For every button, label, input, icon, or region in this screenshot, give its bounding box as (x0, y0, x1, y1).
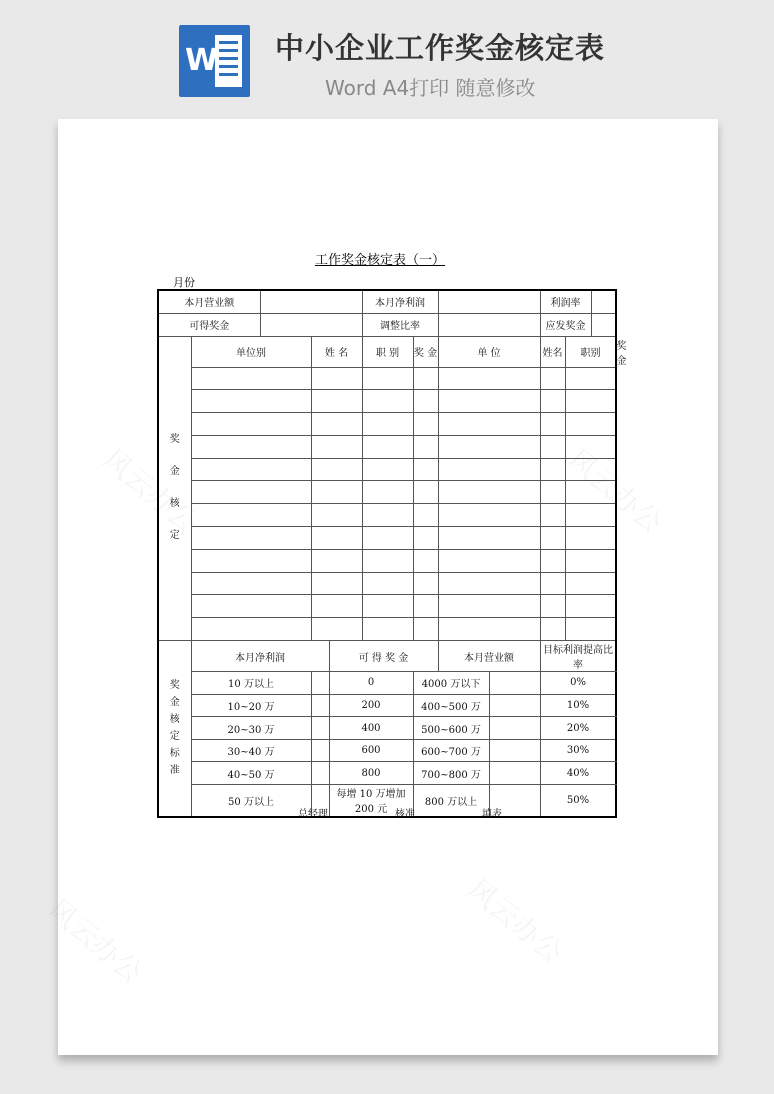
section-char: 奖 (169, 434, 180, 446)
bonus-entry-cell (565, 390, 616, 413)
blank-cell (489, 762, 540, 785)
standard-header: 本月净利润 (191, 641, 329, 672)
bonus-entry-cell (362, 618, 413, 641)
section-char: 金 (169, 697, 180, 709)
bonus-entry-cell (438, 458, 540, 481)
signature-general-manager: 总经理 (298, 809, 328, 820)
bonus-entry-cell (565, 481, 616, 504)
bonus-entry-cell (191, 390, 311, 413)
bonus-entry-cell (191, 549, 311, 572)
summary-label: 本月净利润 (362, 290, 438, 313)
bonus-entry-cell (413, 504, 438, 527)
bonus-entry-cell (311, 527, 362, 550)
bonus-entry-cell (311, 413, 362, 436)
standard-ratio: 30% (540, 739, 616, 762)
bonus-entry-cell (438, 367, 540, 390)
table-row (158, 785, 616, 817)
bonus-entry-cell (362, 458, 413, 481)
bonus-entry-cell (438, 572, 540, 595)
table-row (158, 336, 616, 367)
bonus-entry-cell (438, 481, 540, 504)
bonus-table (157, 289, 617, 818)
standard-revenue: 800 万以上 (413, 785, 489, 817)
standard-header: 目标利润提高比率 (540, 641, 616, 672)
bonus-entry-cell (413, 527, 438, 550)
standard-revenue: 700~800 万 (413, 762, 489, 785)
bonus-entry-cell (438, 390, 540, 413)
bonus-entry-cell (540, 435, 565, 458)
bonus-entry-cell (413, 595, 438, 618)
bonus-entry-cell (362, 549, 413, 572)
bonus-entry-cell (438, 618, 540, 641)
standard-header: 可 得 奖 金 (329, 641, 438, 672)
bonus-entry-cell (438, 549, 540, 572)
bonus-entry-cell (191, 618, 311, 641)
bonus-entry-cell (413, 549, 438, 572)
bonus-entry-cell (311, 481, 362, 504)
bonus-entry-cell (311, 390, 362, 413)
bonus-entry-cell (311, 618, 362, 641)
standard-profit: 20~30 万 (191, 717, 311, 740)
bonus-entry-cell (191, 458, 311, 481)
blank-cell (489, 739, 540, 762)
summary-value (260, 313, 362, 336)
summary-label: 应发奖金 (540, 313, 591, 336)
bonus-entry-cell (565, 458, 616, 481)
bonus-entry-cell (191, 435, 311, 458)
bonus-section-label (158, 336, 191, 641)
standard-ratio: 0% (540, 672, 616, 695)
blank-cell (311, 717, 329, 740)
table-row (158, 390, 616, 413)
bonus-entry-cell (438, 504, 540, 527)
bonus-entry-cell (413, 572, 438, 595)
standard-profit: 50 万以上 (191, 785, 311, 817)
bonus-entry-cell (362, 595, 413, 618)
bonus-header: 姓名 (540, 336, 565, 367)
standard-bonus: 0 (329, 672, 413, 695)
bonus-entry-cell (362, 413, 413, 436)
table-row (158, 618, 616, 641)
bonus-entry-cell (540, 481, 565, 504)
page-title: 中小企业工作奖金核定表 (275, 31, 606, 65)
bonus-entry-cell (565, 595, 616, 618)
blank-cell (489, 694, 540, 717)
bonus-entry-cell (191, 367, 311, 390)
table-row (158, 367, 616, 390)
bonus-header: 奖 金 (413, 336, 438, 367)
summary-value (438, 313, 540, 336)
bonus-entry-cell (565, 435, 616, 458)
table-row (158, 641, 616, 672)
summary-label: 利润率 (540, 290, 591, 313)
bonus-entry-cell (438, 527, 540, 550)
bonus-entry-cell (311, 549, 362, 572)
table-row (158, 313, 616, 336)
bonus-entry-cell (362, 527, 413, 550)
summary-label: 可得奖金 (158, 313, 260, 336)
bonus-entry-cell (413, 390, 438, 413)
table-row (158, 672, 616, 695)
page-subtitle: Word A4打印 随意修改 (325, 76, 536, 100)
standard-header: 本月营业额 (438, 641, 540, 672)
blank-cell (311, 672, 329, 695)
bonus-entry-cell (311, 458, 362, 481)
bonus-entry-cell (413, 435, 438, 458)
standard-bonus: 800 (329, 762, 413, 785)
table-row (158, 458, 616, 481)
bonus-entry-cell (362, 435, 413, 458)
standard-bonus: 400 (329, 717, 413, 740)
standard-revenue: 600~700 万 (413, 739, 489, 762)
bonus-header: 职 别 (362, 336, 413, 367)
section-char: 核 (169, 498, 180, 510)
bonus-entry-cell (413, 367, 438, 390)
bonus-entry-cell (438, 435, 540, 458)
standard-section-label (158, 641, 191, 817)
standard-ratio: 20% (540, 717, 616, 740)
document-title: 工作奖金核定表（一） (315, 253, 446, 268)
bonus-entry-cell (565, 367, 616, 390)
signature-approve: 核准 (395, 809, 415, 820)
bonus-header: 姓 名 (311, 336, 362, 367)
standard-revenue: 500~600 万 (413, 717, 489, 740)
bonus-header: 单 位 (438, 336, 540, 367)
bonus-entry-cell (413, 618, 438, 641)
table-row (158, 572, 616, 595)
bonus-entry-cell (565, 549, 616, 572)
standard-revenue: 4000 万以下 (413, 672, 489, 695)
standard-bonus: 每增 10 万增加 200 元 (329, 785, 413, 817)
standard-ratio: 40% (540, 762, 616, 785)
summary-label: 本月营业额 (158, 290, 260, 313)
blank-cell (489, 672, 540, 695)
bonus-entry-cell (565, 504, 616, 527)
standard-bonus: 200 (329, 694, 413, 717)
table-row (158, 549, 616, 572)
table-row (158, 504, 616, 527)
bonus-entry-cell (413, 481, 438, 504)
standard-profit: 10 万以上 (191, 672, 311, 695)
bonus-entry-cell (191, 572, 311, 595)
table-row (158, 481, 616, 504)
bonus-entry-cell (540, 458, 565, 481)
section-char: 定 (169, 530, 180, 542)
bonus-entry-cell (540, 367, 565, 390)
standard-profit: 40~50 万 (191, 762, 311, 785)
bonus-entry-cell (540, 527, 565, 550)
bonus-entry-cell (565, 572, 616, 595)
bonus-header: 单位别 (191, 336, 311, 367)
bonus-entry-cell (540, 504, 565, 527)
table-row (158, 595, 616, 618)
bonus-entry-cell (438, 595, 540, 618)
bonus-entry-cell (311, 504, 362, 527)
blank-cell (311, 694, 329, 717)
bonus-entry-cell (540, 549, 565, 572)
bonus-entry-cell (540, 390, 565, 413)
blank-cell (489, 717, 540, 740)
month-label: 月份 (173, 276, 195, 289)
bonus-entry-cell (540, 572, 565, 595)
bonus-entry-cell (565, 527, 616, 550)
standard-ratio: 50% (540, 785, 616, 817)
table-row (158, 762, 616, 785)
standard-bonus: 600 (329, 739, 413, 762)
bonus-entry-cell (311, 435, 362, 458)
bonus-entry-cell (362, 481, 413, 504)
section-char: 金 (169, 466, 180, 478)
standard-revenue: 400~500 万 (413, 694, 489, 717)
summary-value (260, 290, 362, 313)
bonus-entry-cell (311, 595, 362, 618)
standard-profit: 30~40 万 (191, 739, 311, 762)
bonus-entry-cell (540, 413, 565, 436)
section-char: 核 (169, 714, 180, 726)
summary-label: 调整比率 (362, 313, 438, 336)
summary-value (591, 313, 616, 336)
bonus-entry-cell (311, 572, 362, 595)
bonus-entry-cell (362, 390, 413, 413)
bonus-entry-cell (540, 618, 565, 641)
bonus-entry-cell (191, 413, 311, 436)
table-row (158, 527, 616, 550)
standard-profit: 10~20 万 (191, 694, 311, 717)
bonus-entry-cell (362, 367, 413, 390)
bonus-entry-cell (191, 527, 311, 550)
bonus-entry-cell (191, 595, 311, 618)
table-row (158, 717, 616, 740)
bonus-entry-cell (362, 504, 413, 527)
signature-fill: 填表 (482, 809, 502, 820)
section-char: 定 (169, 731, 180, 743)
blank-cell (311, 739, 329, 762)
blank-cell (311, 762, 329, 785)
section-char: 奖 (169, 680, 180, 692)
standard-ratio: 10% (540, 694, 616, 717)
bonus-entry-cell (311, 367, 362, 390)
table-row (158, 694, 616, 717)
word-doc-icon: W (179, 25, 250, 97)
table-row (158, 413, 616, 436)
bonus-entry-cell (413, 458, 438, 481)
bonus-entry-cell (191, 481, 311, 504)
bonus-entry-cell (565, 413, 616, 436)
section-char: 标 (169, 748, 180, 760)
summary-value (438, 290, 540, 313)
section-char: 准 (169, 765, 180, 777)
bonus-entry-cell (540, 595, 565, 618)
bonus-entry-cell (565, 618, 616, 641)
bonus-entry-cell (191, 504, 311, 527)
table-row (158, 739, 616, 762)
bonus-entry-cell (362, 572, 413, 595)
page-header (0, 0, 774, 110)
table-row (158, 290, 616, 313)
bonus-header: 职别 (565, 336, 616, 367)
summary-value (591, 290, 616, 313)
table-row (158, 435, 616, 458)
bonus-entry-cell (438, 413, 540, 436)
bonus-entry-cell (413, 413, 438, 436)
